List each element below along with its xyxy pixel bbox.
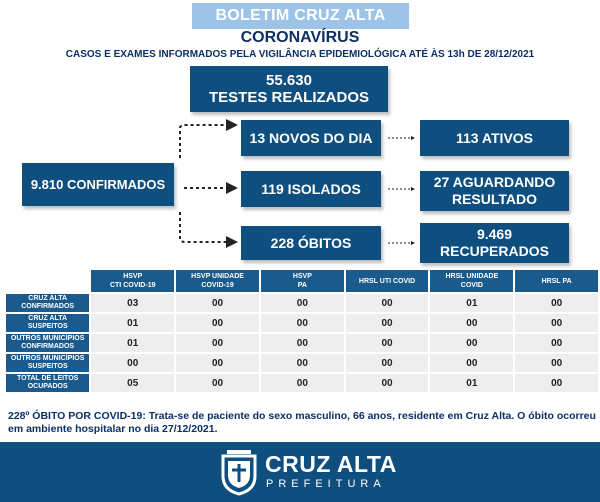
beds-table [4,268,600,394]
tests-box [190,66,388,112]
table-cell: 00 [261,354,344,372]
table-cell: 00 [176,314,259,332]
table-cell: 00 [430,334,513,352]
table-cell: 00 [430,314,513,332]
tests-value: 55.630 [266,72,312,89]
table-cell: 00 [91,354,174,372]
table-cell: 01 [91,314,174,332]
col-header: HRSL UNIDADE COVID [430,270,513,292]
table-cell: 00 [515,334,598,352]
table-cell: 00 [176,354,259,372]
aguardando-box [420,171,569,211]
table-row [6,374,598,392]
isolados-label: 119 ISOLADOS [261,180,361,197]
table-row [6,294,598,312]
table-cell: 01 [430,294,513,312]
table-cell: 00 [346,374,429,392]
ativos-box [420,120,569,156]
recuperados-label: RECUPERADOS [440,243,549,259]
table-cell: 05 [91,374,174,392]
recuperados-value: 9.469 [476,226,513,242]
row-label: OUTROS MUNICÍPIOS CONFIRMADOS [6,334,89,352]
table-cell: 00 [515,354,598,372]
table-cell: 00 [346,354,429,372]
row-label: OUTROS MUNICÍPIOS SUSPEITOS [6,354,89,372]
table-row [6,314,598,332]
table-row [6,334,598,352]
table-cell: 01 [91,334,174,352]
table-cell: 00 [261,374,344,392]
table-cell: 00 [176,294,259,312]
table-cell: 00 [515,314,598,332]
ativos-label: 113 ATIVOS [455,129,534,146]
col-header: HSVP PA [261,270,344,292]
bulletin-caption: CASOS E EXAMES INFORMADOS PELA VIGILÂNCIA EPIDEMIOLÓGICA ATÉ ÀS 13h DE 28/12/2021 [65,49,535,60]
table-cell: 00 [515,374,598,392]
table-cell: 00 [176,334,259,352]
table-header-row [6,270,598,292]
row-label: CRUZ ALTA SUSPEITOS [6,314,89,332]
logo-name: CRUZ ALTA [265,451,397,477]
table-cell: 00 [346,314,429,332]
table-cell: 03 [91,294,174,312]
table-cell: 00 [261,334,344,352]
table-cell: 00 [346,334,429,352]
isolados-box [241,171,381,207]
row-label: TOTAL DE LEITOS OCUPADOS [6,374,89,392]
death-note: 228º ÓBITO POR COVID-19: Trata-se de paciente do sexo masculino, 66 anos, residente em Cruz Alta. O óbito ocorreu em ambiente hospitalar no dia 27/12/2021. [8,410,596,435]
table-corner [6,270,89,292]
arrow-to-novos [180,125,236,158]
aguardando-line-1: 27 AGUARDANDO [433,174,556,190]
table-cell: 00 [430,354,513,372]
row-label: CRUZ ALTA CONFIRMADOS [6,294,89,312]
col-header: HSVP UNIDADE COVID-19 [176,270,259,292]
tests-label: TESTES REALIZADOS [208,89,369,106]
table-cell: 00 [515,294,598,312]
page-subtitle: CORONAVÍRUS [240,29,360,46]
arrow-to-obitos [180,212,236,242]
novos-box [241,120,381,156]
aguardando-line-2: RESULTADO [451,191,538,207]
city-crest-icon [219,448,259,496]
confirmados-label: 9.810 CONFIRMADOS [30,177,166,192]
table-cell: 01 [430,374,513,392]
bulletin-title: BOLETIM CRUZ ALTA [192,3,409,29]
table-cell: 00 [176,374,259,392]
table-cell: 00 [261,314,344,332]
table-cell: 00 [346,294,429,312]
obitos-label: 228 ÓBITOS [270,234,352,251]
table-row [6,354,598,372]
confirmados-box [22,163,174,206]
recuperados-box [420,223,569,263]
table-cell: 00 [261,294,344,312]
novos-label: 13 NOVOS DO DIA [249,129,373,146]
obitos-box [241,226,381,260]
col-header: HRSL UTI COVID [346,270,429,292]
logo-subtitle: PREFEITURA [266,478,386,490]
col-header: HRSL PA [515,270,598,292]
col-header: HSVP CTI COVID-19 [91,270,174,292]
